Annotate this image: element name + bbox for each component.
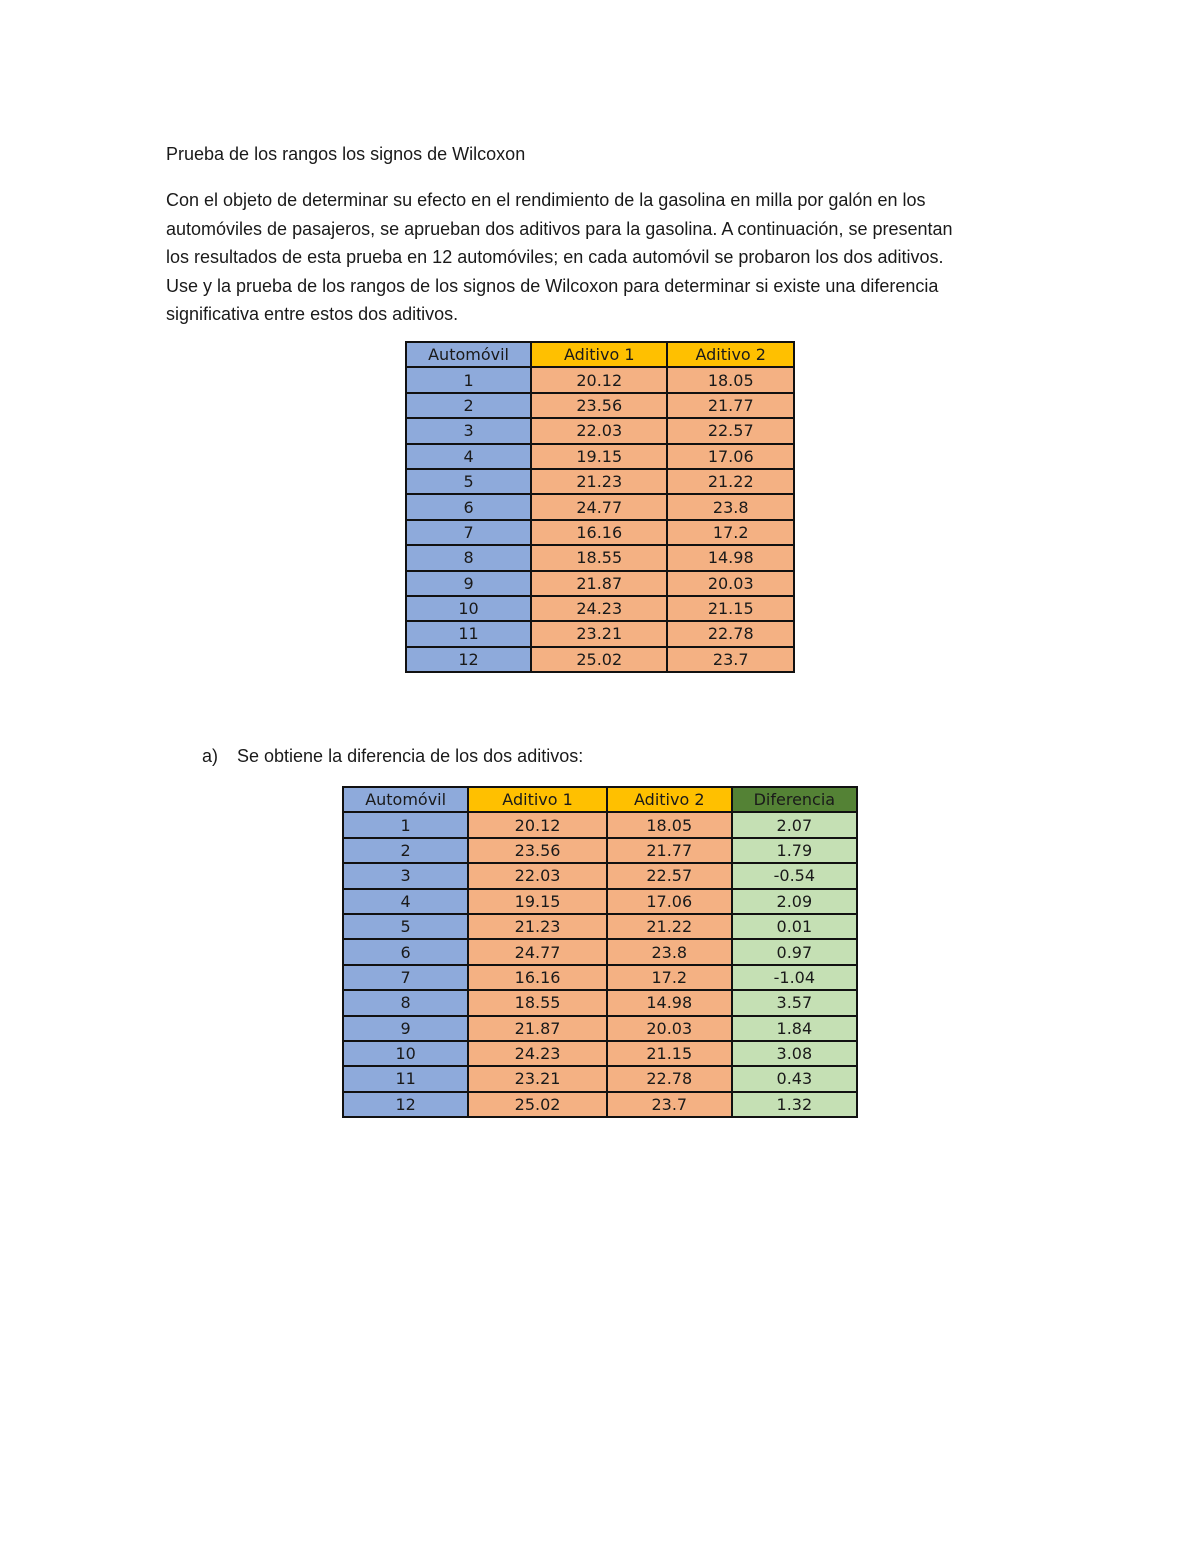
cell-aditivo-1: 22.03 [531,418,667,443]
cell-diferencia: 3.08 [732,1041,857,1066]
cell-aditivo-2: 20.03 [607,1016,732,1041]
header-automovil: Automóvil [406,342,531,367]
cell-automovil: 9 [343,1016,468,1041]
cell-aditivo-2: 14.98 [607,990,732,1015]
cell-aditivo-1: 20.12 [531,367,667,392]
table-row [406,647,794,672]
cell-automovil: 7 [406,520,531,545]
table-row [343,965,857,990]
cell-aditivo-2: 22.57 [607,863,732,888]
cell-aditivo-1: 21.23 [468,914,607,939]
table-row [406,367,794,392]
problem-statement [166,186,1046,329]
page-title: Prueba de los rangos los signos de Wilcoxon [166,144,526,164]
header-diferencia: Diferencia [732,787,857,812]
table-header-row [406,342,794,367]
paragraph-line: significativa entre estos dos aditivos. [166,304,459,324]
cell-automovil: 2 [343,838,468,863]
cell-aditivo-2: 22.78 [667,621,794,646]
cell-aditivo-1: 24.77 [468,939,607,964]
cell-aditivo-1: 21.87 [468,1016,607,1041]
table-row [406,621,794,646]
step-a-marker: a) [202,746,219,766]
cell-diferencia: 1.79 [732,838,857,863]
paragraph-line: los resultados de esta prueba en 12 automóviles; en cada automóvil se probaron los dos aditivos. [166,247,944,267]
cell-automovil: 10 [343,1041,468,1066]
cell-aditivo-1: 21.23 [531,469,667,494]
cell-automovil: 6 [406,494,531,519]
cell-diferencia: 0.43 [732,1066,857,1091]
cell-aditivo-1: 19.15 [531,444,667,469]
cell-aditivo-1: 16.16 [468,965,607,990]
cell-aditivo-1: 23.21 [531,621,667,646]
table-row [343,889,857,914]
additives-table-body [406,367,794,672]
step-a-text: Se obtiene la diferencia de los dos aditivos: [237,746,584,766]
cell-automovil: 6 [343,939,468,964]
cell-aditivo-1: 20.12 [468,812,607,837]
cell-automovil: 5 [343,914,468,939]
paragraph-line: Con el objeto de determinar su efecto en el rendimiento de la gasolina en milla por galón en los [166,190,926,210]
table-row [406,444,794,469]
cell-automovil: 1 [406,367,531,392]
cell-diferencia: 0.97 [732,939,857,964]
cell-diferencia: -0.54 [732,863,857,888]
table-row [406,596,794,621]
cell-automovil: 5 [406,469,531,494]
cell-aditivo-1: 25.02 [531,647,667,672]
cell-aditivo-2: 18.05 [667,367,794,392]
cell-automovil: 10 [406,596,531,621]
cell-automovil: 7 [343,965,468,990]
cell-automovil: 12 [406,647,531,672]
table-row [343,838,857,863]
table-row [343,939,857,964]
cell-aditivo-2: 21.77 [607,838,732,863]
cell-automovil: 8 [406,545,531,570]
cell-diferencia: 0.01 [732,914,857,939]
cell-aditivo-2: 20.03 [667,571,794,596]
cell-aditivo-2: 17.06 [607,889,732,914]
table-row [343,812,857,837]
table-row [406,520,794,545]
table-row [343,1066,857,1091]
cell-diferencia: 1.32 [732,1092,857,1117]
table-row [406,469,794,494]
paragraph-line: automóviles de pasajeros, se aprueban dos aditivos para la gasolina. A continuación, se presentan [166,218,953,239]
cell-automovil: 11 [343,1066,468,1091]
table-row [406,571,794,596]
differences-table [342,786,858,1118]
cell-aditivo-2: 21.15 [667,596,794,621]
cell-aditivo-1: 21.87 [531,571,667,596]
cell-aditivo-1: 24.23 [531,596,667,621]
differences-table-body [343,812,857,1117]
cell-automovil: 8 [343,990,468,1015]
cell-aditivo-1: 23.56 [531,393,667,418]
cell-aditivo-1: 24.77 [531,494,667,519]
cell-diferencia: 3.57 [732,990,857,1015]
header-aditivo-1: Aditivo 1 [468,787,607,812]
table-row [343,1016,857,1041]
cell-aditivo-2: 22.78 [607,1066,732,1091]
cell-aditivo-1: 16.16 [531,520,667,545]
cell-aditivo-2: 17.06 [667,444,794,469]
cell-aditivo-2: 21.22 [667,469,794,494]
header-aditivo-2: Aditivo 2 [607,787,732,812]
cell-automovil: 3 [343,863,468,888]
cell-diferencia: 1.84 [732,1016,857,1041]
cell-automovil: 1 [343,812,468,837]
cell-automovil: 12 [343,1092,468,1117]
cell-aditivo-2: 22.57 [667,418,794,443]
cell-aditivo-1: 18.55 [468,990,607,1015]
cell-automovil: 9 [406,571,531,596]
cell-automovil: 11 [406,621,531,646]
table-row [343,1092,857,1117]
cell-aditivo-2: 23.8 [607,939,732,964]
cell-aditivo-2: 21.15 [607,1041,732,1066]
table-row [343,990,857,1015]
header-aditivo-2: Aditivo 2 [667,342,794,367]
cell-diferencia: 2.07 [732,812,857,837]
cell-aditivo-2: 14.98 [667,545,794,570]
cell-aditivo-1: 23.56 [468,838,607,863]
table-row [343,1041,857,1066]
cell-aditivo-1: 18.55 [531,545,667,570]
cell-automovil: 2 [406,393,531,418]
cell-diferencia: 2.09 [732,889,857,914]
table-row [343,863,857,888]
table-row [343,914,857,939]
cell-aditivo-1: 19.15 [468,889,607,914]
cell-automovil: 3 [406,418,531,443]
cell-aditivo-1: 24.23 [468,1041,607,1066]
cell-aditivo-2: 23.7 [607,1092,732,1117]
table-row [406,418,794,443]
cell-automovil: 4 [406,444,531,469]
cell-diferencia: -1.04 [732,965,857,990]
cell-aditivo-2: 21.22 [607,914,732,939]
cell-aditivo-2: 21.77 [667,393,794,418]
cell-aditivo-2: 23.7 [667,647,794,672]
table-row [406,545,794,570]
cell-aditivo-1: 25.02 [468,1092,607,1117]
cell-aditivo-1: 23.21 [468,1066,607,1091]
paragraph-line: Use y la prueba de los rangos de los signos de Wilcoxon para determinar si existe una diferencia [166,275,939,296]
cell-aditivo-2: 17.2 [667,520,794,545]
cell-aditivo-2: 18.05 [607,812,732,837]
header-automovil: Automóvil [343,787,468,812]
cell-aditivo-1: 22.03 [468,863,607,888]
additives-table [405,341,795,673]
table-header-row [343,787,857,812]
step-a [202,744,583,768]
table-row [406,494,794,519]
cell-aditivo-2: 23.8 [667,494,794,519]
table-row [406,393,794,418]
cell-aditivo-2: 17.2 [607,965,732,990]
header-aditivo-1: Aditivo 1 [531,342,667,367]
cell-automovil: 4 [343,889,468,914]
